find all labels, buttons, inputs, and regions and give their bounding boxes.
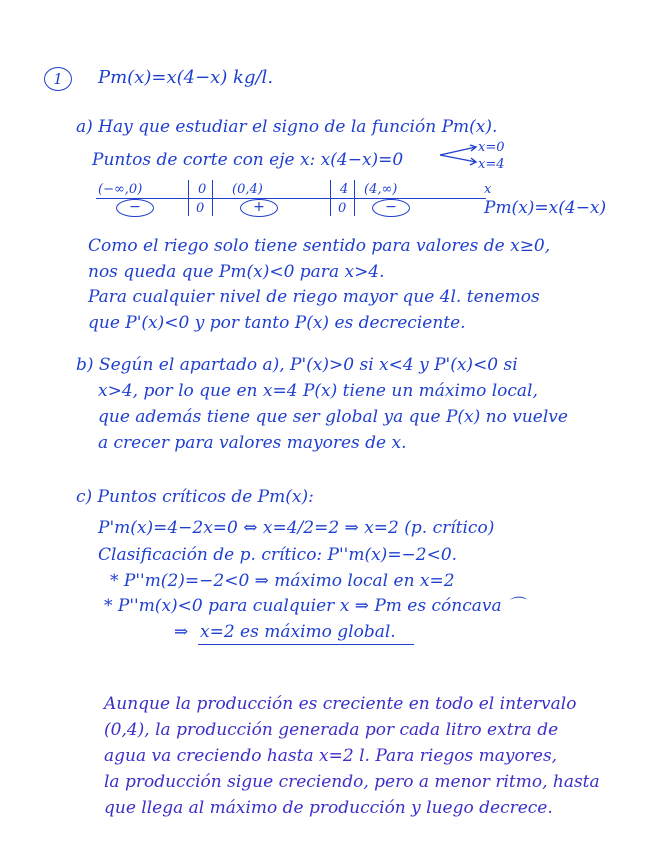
part-c-line-4: * P''m(2)=−2<0 ⇒ máximo local en x=2 bbox=[110, 571, 455, 591]
part-a-line-5: Para cualquier nivel de riego mayor que 4l. tenemos bbox=[88, 287, 540, 307]
sign-table-divider-1 bbox=[188, 180, 189, 216]
sign-table-divider-2 bbox=[212, 180, 213, 216]
conclusion-line-1: Aunque la producción es creciente en todo el intervalo bbox=[104, 694, 577, 714]
function-label: Pm(x)=x(4−x) bbox=[484, 198, 607, 218]
zero-label-4: 4 bbox=[340, 182, 349, 197]
sign-table-axis bbox=[96, 198, 486, 199]
part-a-line-1: a) Hay que estudiar el signo de la función Pm(x). bbox=[76, 117, 498, 137]
conclusion-underline bbox=[198, 644, 414, 645]
interval-4-inf: (4,∞) bbox=[364, 182, 398, 197]
part-a-line-4: nos queda que Pm(x)<0 para x>4. bbox=[88, 262, 385, 282]
sign-table-divider-4 bbox=[354, 180, 355, 216]
problem-number: 1 bbox=[44, 67, 72, 91]
interval-0-4: (0,4) bbox=[232, 182, 263, 197]
sign-table-divider-3 bbox=[330, 180, 331, 216]
part-c-line-2: P'm(x)=4−2x=0 ⇔ x=4/2=2 ⇒ x=2 (p. crítico) bbox=[98, 518, 495, 538]
part-a-line-6: que P'(x)<0 y por tanto P(x) es decreciente. bbox=[88, 313, 466, 333]
sign-positive: + bbox=[240, 199, 278, 217]
header-formula: Pm(x)=x(4−x) kg/l. bbox=[98, 67, 274, 88]
conclusion-line-3: agua va creciendo hasta x=2 l. Para riegos mayores, bbox=[104, 746, 558, 766]
part-a-line-2: Puntos de corte con eje x: x(4−x)=0 bbox=[92, 150, 404, 170]
part-b-line-3: que además tiene que ser global ya que P(x) no vuelve bbox=[98, 407, 568, 427]
conclusion-line-5: que llega al máximo de producción y luego decrece. bbox=[104, 798, 553, 818]
part-c-conclusion: x=2 es máximo global. bbox=[200, 622, 396, 642]
sign-negative-2: − bbox=[372, 199, 410, 217]
sign-negative-1: − bbox=[116, 199, 154, 217]
part-c-line-3: Clasificación de p. crítico: P''m(x)=−2<0. bbox=[98, 545, 458, 565]
root-x-0: x=0 bbox=[478, 140, 505, 155]
part-b-line-4: a crecer para valores mayores de x. bbox=[98, 433, 407, 453]
axis-x-label: x bbox=[484, 182, 492, 197]
root-arrows bbox=[438, 142, 482, 168]
zero-value-1: 0 bbox=[196, 201, 205, 216]
part-a-line-3: Como el riego solo tiene sentido para valores de x≥0, bbox=[88, 236, 551, 256]
global-max-arrow: ⇒ bbox=[174, 622, 189, 642]
part-b-line-1: b) Según el apartado a), P'(x)>0 si x<4 y P'(x)<0 si bbox=[76, 355, 518, 375]
part-c-line-5: * P''m(x)<0 para cualquier x ⇒ Pm es cóncava ⌒ bbox=[104, 596, 525, 616]
interval-neg-inf-0: (−∞,0) bbox=[98, 182, 143, 197]
conclusion-line-2: (0,4), la producción generada por cada litro extra de bbox=[104, 720, 559, 740]
zero-label-0: 0 bbox=[198, 182, 207, 197]
part-b-line-2: x>4, por lo que en x=4 P(x) tiene un máximo local, bbox=[98, 381, 538, 401]
zero-value-2: 0 bbox=[338, 201, 347, 216]
part-c-line-1: c) Puntos críticos de Pm(x): bbox=[76, 487, 314, 507]
conclusion-line-4: la producción sigue creciendo, pero a menor ritmo, hasta bbox=[104, 772, 600, 792]
root-x-4: x=4 bbox=[478, 157, 505, 172]
